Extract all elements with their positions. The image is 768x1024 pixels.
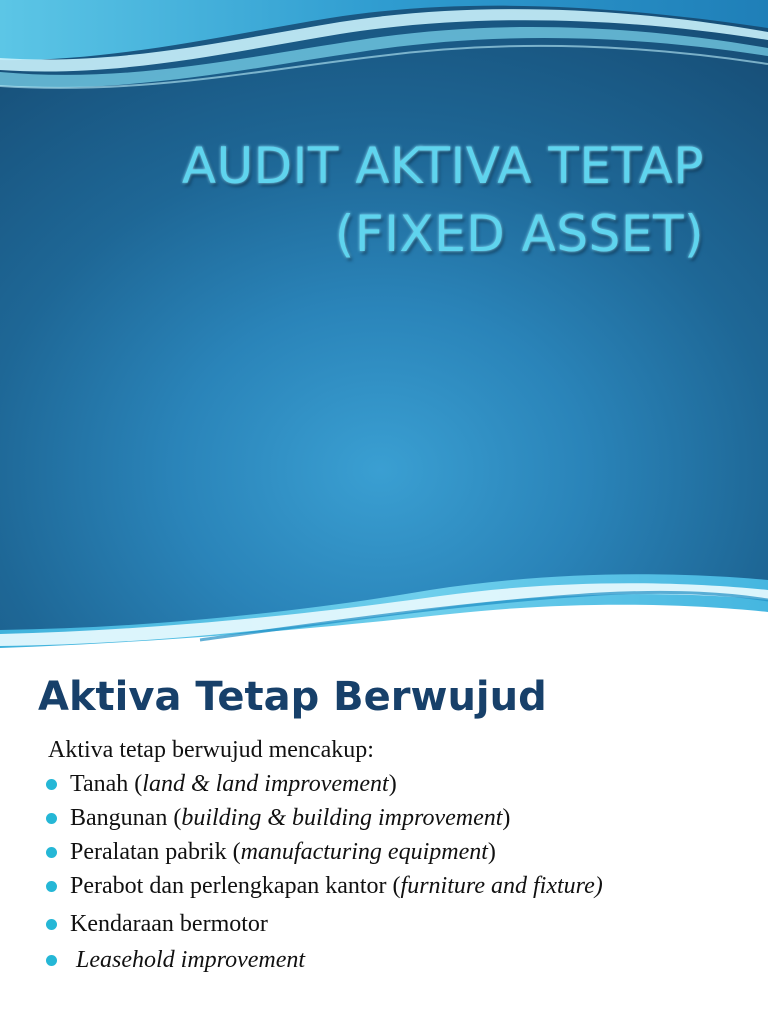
top-wave-decoration <box>0 0 768 95</box>
item-text: Perabot dan perlengkapan kantor ( <box>70 873 401 899</box>
item-text: Tanah ( <box>70 771 143 797</box>
bullet-list <box>46 767 746 977</box>
item-italic-text: manufacturing equipment <box>240 839 488 865</box>
item-italic-text: building & building improvement <box>181 805 503 831</box>
content-heading: Aktiva Tetap Berwujud <box>38 674 547 720</box>
bullet-dot-icon <box>46 955 57 966</box>
list-item <box>46 767 746 801</box>
intro-text: Aktiva tetap berwujud mencakup: <box>48 737 374 763</box>
item-text: Kendaraan bermotor <box>70 911 268 937</box>
list-item <box>46 943 746 977</box>
bullet-dot-icon <box>46 919 57 930</box>
slide-title <box>182 132 704 268</box>
list-item <box>46 801 746 835</box>
slide-title-line-2: (FIXED ASSET) <box>334 205 704 263</box>
item-italic-text: Leasehold improvement <box>76 947 306 973</box>
item-text-after: ) <box>388 771 397 797</box>
bullet-dot-icon <box>46 779 57 790</box>
item-text: Peralatan pabrik ( <box>70 839 241 865</box>
bullet-dot-icon <box>46 847 57 858</box>
slide-title-line-1: AUDIT AKTIVA TETAP <box>181 137 704 195</box>
bullet-dot-icon <box>46 813 57 824</box>
item-italic-text: land & land improvement <box>142 771 389 797</box>
item-text: Bangunan ( <box>70 805 182 831</box>
item-text-after: ) <box>487 839 496 865</box>
content-body <box>46 733 746 977</box>
item-italic-text: furniture and fixture) <box>400 873 603 899</box>
bullet-dot-icon <box>46 881 57 892</box>
item-text-after: ) <box>502 805 511 831</box>
list-item <box>46 835 746 869</box>
list-item <box>46 907 746 941</box>
bottom-wave-decoration <box>0 570 768 655</box>
list-item <box>46 869 746 903</box>
content-slide <box>0 655 768 1024</box>
